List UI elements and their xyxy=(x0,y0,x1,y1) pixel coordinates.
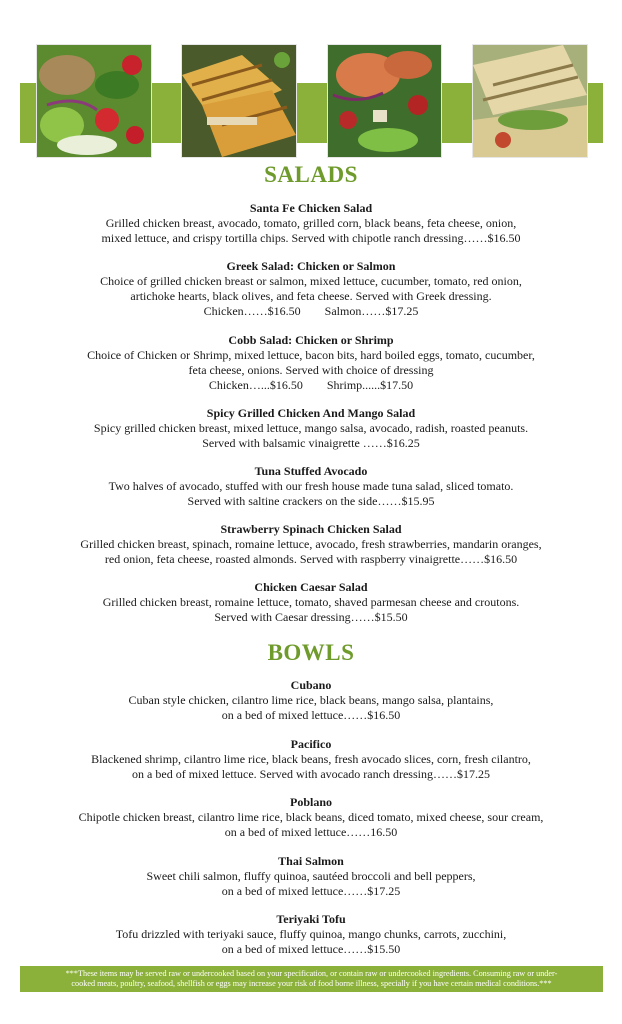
menu-item xyxy=(0,854,622,899)
item-desc-line: Two halves of avocado, stuffed with our fresh house made tuna salad, sliced tomato. xyxy=(108,479,514,493)
item-desc-line: on a bed of mixed lettuce……16.50 xyxy=(224,825,398,839)
item-desc-line: Blackened shrimp, cilantro lime rice, black beans, fresh avocado slices, corn, fresh cilantro, xyxy=(91,752,531,766)
item-name: Chicken Caesar Salad xyxy=(254,580,368,594)
item-desc-line: feta cheese, onions. Served with choice of dressing xyxy=(188,363,434,377)
item-desc-line: Choice of grilled chicken breast or salmon, mixed lettuce, cucumber, tomato, red onion, xyxy=(100,274,522,288)
item-desc-line: mixed lettuce, and crispy tortilla chips. Served with chipotle ranch dressing……$16.50 xyxy=(101,231,521,245)
menu-item xyxy=(0,522,622,567)
item-desc-line: on a bed of mixed lettuce……$16.50 xyxy=(221,708,401,722)
item-name: Thai Salmon xyxy=(278,854,344,868)
item-desc-line: artichoke hearts, black olives, and feta cheese. Served with Greek dressing. xyxy=(130,289,492,303)
panini-photo xyxy=(181,44,297,158)
item-name: Tuna Stuffed Avocado xyxy=(254,464,368,478)
item-desc-line: Served with saltine crackers on the side……$15.95 xyxy=(187,494,435,508)
item-desc-line: on a bed of mixed lettuce. Served with avocado ranch dressing……$17.25 xyxy=(132,767,490,781)
item-desc-line: Grilled chicken breast, spinach, romaine lettuce, avocado, fresh strawberries, mandarin oranges, xyxy=(80,537,542,551)
item-desc-line: on a bed of mixed lettuce……$15.50 xyxy=(221,942,401,956)
item-desc-line: Choice of Chicken or Shrimp, mixed lettuce, bacon bits, hard boiled eggs, tomato, cucumber, xyxy=(87,348,535,362)
menu-item xyxy=(0,464,622,509)
item-desc-line: Tofu drizzled with teriyaki sauce, fluffy quinoa, mango chunks, carrots, zucchini, xyxy=(115,927,507,941)
salad-photo xyxy=(36,44,152,158)
item-desc-line: Served with Caesar dressing……$15.50 xyxy=(214,610,408,624)
menu-item xyxy=(0,333,622,393)
item-name: Cubano xyxy=(290,678,332,692)
item-desc-line: Served with balsamic vinaigrette ……$16.25 xyxy=(202,436,420,450)
menu-item xyxy=(0,737,622,782)
item-desc-line: Grilled chicken breast, romaine lettuce, tomato, shaved parmesan cheese and croutons. xyxy=(102,595,520,609)
item-name: Santa Fe Chicken Salad xyxy=(249,201,373,215)
item-name: Cobb Salad: Chicken or Shrimp xyxy=(228,333,394,347)
menu-item xyxy=(0,580,622,625)
menu-item xyxy=(0,259,622,319)
salmon-salad-photo xyxy=(327,44,442,158)
item-desc-line: red onion, feta cheese, roasted almonds. Served with raspberry vinaigrette……$16.50 xyxy=(104,552,518,566)
item-desc-line: Sweet chili salmon, fluffy quinoa, sautéed broccoli and bell peppers, xyxy=(146,869,476,883)
menu-item xyxy=(0,795,622,840)
item-name: Pacifico xyxy=(290,737,332,751)
disclaimer-line: ***These items may be served raw or undercooked based on your specification, or contain raw or undercooked ingredients. Consuming raw or under- xyxy=(65,969,558,978)
wrap-photo xyxy=(472,44,588,158)
item-name: Strawberry Spinach Chicken Salad xyxy=(220,522,402,536)
menu-item xyxy=(0,201,622,246)
item-name: Spicy Grilled Chicken And Mango Salad xyxy=(206,406,416,420)
allergy-disclaimer xyxy=(20,966,603,992)
disclaimer-line: cooked meats, poultry, seafood, shellfish or eggs may increase your risk of food borne illness, specially if you have certain medical conditions.*** xyxy=(71,979,552,988)
item-name: Greek Salad: Chicken or Salmon xyxy=(226,259,396,273)
item-desc-line: Chipotle chicken breast, cilantro lime rice, black beans, diced tomato, mixed cheese, sour cream, xyxy=(78,810,544,824)
item-name: Poblano xyxy=(289,795,332,809)
section-title-bowls: BOWLS xyxy=(267,640,355,665)
menu-item xyxy=(0,912,622,957)
item-price-line: Chicken…...$16.50 Shrimp......$17.50 xyxy=(208,378,414,392)
item-name: Teriyaki Tofu xyxy=(276,912,346,926)
section-title-salads: SALADS xyxy=(264,162,358,187)
item-desc-line: Cuban style chicken, cilantro lime rice, black beans, mango salsa, plantains, xyxy=(128,693,494,707)
item-desc-line: on a bed of mixed lettuce……$17.25 xyxy=(221,884,401,898)
menu-item xyxy=(0,678,622,723)
menu-item xyxy=(0,406,622,451)
item-price-line: Chicken……$16.50 Salmon……$17.25 xyxy=(203,304,419,318)
item-desc-line: Spicy grilled chicken breast, mixed lettuce, mango salsa, avocado, radish, roasted peanuts. xyxy=(93,421,529,435)
item-desc-line: Grilled chicken breast, avocado, tomato, grilled corn, black beans, feta cheese, onion, xyxy=(105,216,517,230)
